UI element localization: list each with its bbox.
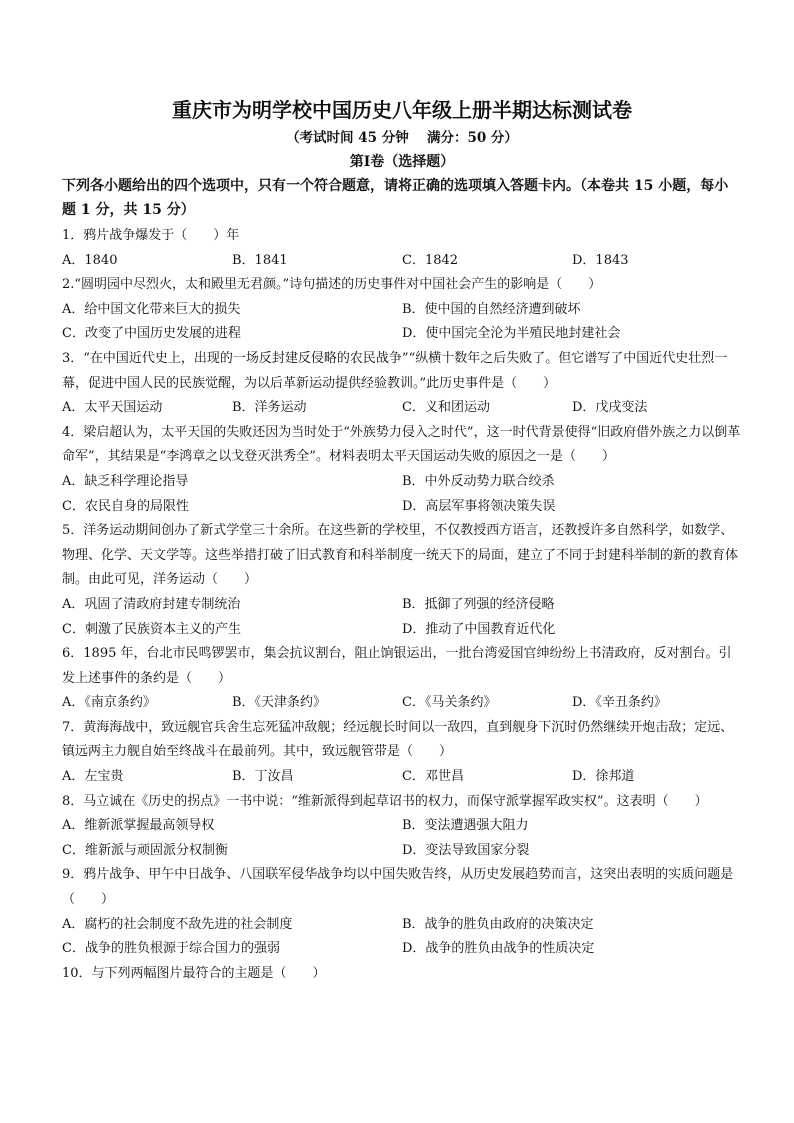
question-stem: 9．鸦片战争、甲午中日战争、八国联军侵华战争均以中国失败告终，从历史发展趋势而言，这突出表明的实质问题是（ ）: [62, 867, 734, 908]
exam-title: 重庆市为明学校中国历史八年级上册半期达标测试卷: [172, 98, 632, 122]
question-stem: 2.“圆明园中尽烈火，太和殿里无君颜。”诗句描述的历史事件对中国社会产生的影响是（ ）: [62, 277, 602, 293]
question-stem: 3．“在中国近代史上，出现的一场反封建反侵略的农民战争”“纵横十数年之后失败了。但它谱写了中国近代史壮烈一幕，促进中国人民的民族觉醒，为以后革新运动提供经验教训。”此历史事件是（ ）: [62, 350, 728, 391]
option-c: C．战争的胜负根源于综合国力的强弱: [62, 941, 280, 957]
option-a: A．巩固了清政府封建专制统治: [62, 596, 241, 612]
option-b: B．抵御了列强的经济侵略: [402, 596, 555, 612]
option-c: C．1842: [402, 252, 459, 268]
question-stem: 8．马立诚在《历史的拐点》一书中说：“维新派得到起草诏书的权力，而保守派掌握军政实权”。这表明（ ）: [62, 793, 708, 809]
question-7: [62, 716, 742, 790]
option-b: B．洋务运动: [232, 400, 307, 416]
question-10: [62, 962, 742, 987]
option-a: A．左宝贵: [62, 769, 124, 785]
question-2: [62, 273, 742, 347]
option-a: A．1840: [62, 252, 118, 268]
question-stem: 6．1895 年，台北市民鸣锣罢市，集会抗议割台，阻止饷银运出，一批台湾爱国官绅纷纷上书清政府，反对割台。引发上述事件的条约是（ ）: [62, 646, 732, 686]
options-row: [62, 937, 742, 962]
option-a: A．《南京条约》: [62, 695, 156, 711]
options-row: [62, 322, 742, 347]
question-stem: 1．鸦片战争爆发于（ ）年: [62, 228, 240, 243]
question-stem: 4．梁启超认为，太平天国的失败还因为当时处于“外族势力侵入之时代”，这一时代背景使得“旧政府借外族之力以倒革命军”，其结果是“李鸿章之以戈登灭洪秀全”。材料表明太平天国运动失败的原因之一是（ ）: [62, 424, 741, 465]
option-a: A．太平天国运动: [62, 400, 163, 416]
option-d: D．使中国完全沦为半殖民地封建社会: [402, 326, 621, 342]
question-5: [62, 519, 742, 642]
option-d: D．变法导致国家分裂: [402, 842, 530, 858]
options-row: [62, 470, 742, 495]
options-row: [62, 814, 742, 839]
question-4: [62, 421, 742, 519]
options-row: [62, 839, 742, 864]
option-b: B．战争的胜负由政府的决策决定: [402, 916, 594, 932]
question-6: [62, 642, 742, 716]
option-c: C．义和团运动: [402, 400, 490, 416]
option-a: A．缺乏科学理论指导: [62, 473, 189, 489]
question-9: [62, 863, 742, 961]
section-heading: 第Ⅰ卷（选择题）: [349, 154, 455, 170]
option-d: D．1843: [572, 252, 629, 268]
question-3: [62, 347, 742, 421]
option-d: D．高层军事将领决策失误: [402, 498, 556, 514]
options-row: [62, 593, 742, 618]
option-b: B．1841: [232, 252, 288, 268]
option-b: B．变法遭遇强大阻力: [402, 818, 529, 834]
options-row: [62, 495, 742, 520]
options-row: [62, 298, 742, 323]
option-c: C．农民自身的局限性: [62, 498, 189, 514]
options-row: [62, 913, 742, 938]
question-1: [62, 224, 742, 273]
option-d: D．戊戌变法: [572, 400, 648, 416]
options-row: [62, 396, 742, 421]
question-stem: 5．洋务运动期间创办了新式学堂三十余所。在这些新的学校里，不仅教授西方语言，还教授许多自然科学，如数学、物理、化学、天文学等。这些举措打破了旧式教育和科举制度一统天下的局面，建立了不同于封建科举制的新的教育体制。由此可见，洋务运动（ ）: [62, 523, 739, 588]
option-c: C．《马关条约》: [402, 695, 497, 711]
exam-subtitle: （考试时间 45 分钟 满分：50 分）: [286, 130, 518, 146]
option-c: C．改变了中国历史发展的进程: [62, 326, 241, 342]
option-d: D．推动了中国教育近代化: [402, 621, 556, 637]
options-row: [62, 249, 742, 274]
exam-page: [62, 92, 742, 986]
options-row: [62, 765, 742, 790]
option-d: D．徐邦道: [572, 769, 635, 785]
options-row: [62, 618, 742, 643]
option-a: A．腐朽的社会制度不敌先进的社会制度: [62, 916, 293, 932]
option-b: B．中外反动势力联合绞杀: [402, 473, 555, 489]
instructions: 下列各小题给出的四个选项中，只有一个符合题意，请将正确的选项填入答题卡内。（本卷共 15 小题，每小题 1 分，共 15 分）: [62, 178, 729, 218]
question-8: [62, 790, 742, 864]
option-c: C．维新派与顽固派分权制衡: [62, 842, 228, 858]
option-b: B．使中国的自然经济遭到破坏: [402, 301, 581, 317]
question-stem: 7．黄海海战中，致远舰官兵舍生忘死猛冲敌舰；经远舰长时间以一敌四，直到舰身下沉时仍然继续开炮击敌；定远、镇远两主力舰自始至终战斗在最前列。其中，致远舰管带是（ ）: [62, 719, 734, 760]
option-a: A．维新派掌握最高领导权: [62, 818, 215, 834]
question-stem: 10．与下列两幅图片最符合的主题是（ ）: [62, 965, 326, 981]
option-c: C．刺激了民族资本主义的产生: [62, 621, 241, 637]
option-d: D．《辛丑条约》: [572, 695, 667, 711]
option-a: A．给中国文化带来巨大的损失: [62, 301, 241, 317]
option-c: C．邓世昌: [402, 769, 464, 785]
option-b: B．丁汝昌: [232, 769, 294, 785]
option-b: B．《天津条约》: [232, 695, 327, 711]
option-d: D．战争的胜负由战争的性质决定: [402, 941, 595, 957]
options-row: [62, 691, 742, 716]
